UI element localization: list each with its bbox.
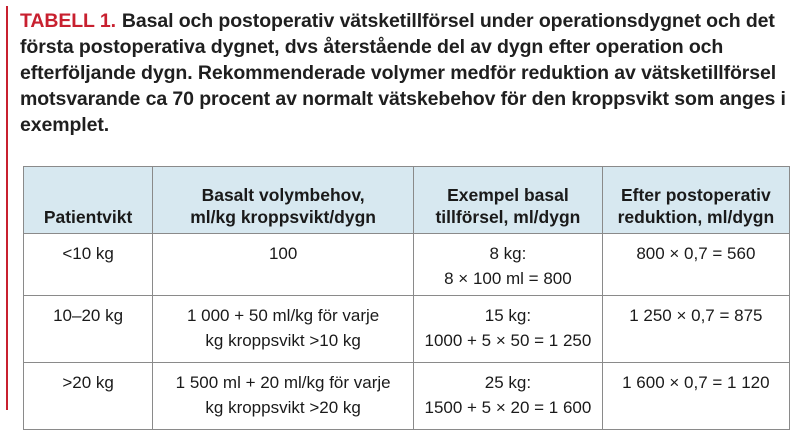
header-patient-weight: Patientvikt [24, 167, 153, 234]
table-row [24, 296, 790, 363]
cell-basal-volume: 100 [153, 234, 414, 296]
caption-label: TABELL 1. [20, 10, 116, 32]
cell-example-basal: 15 kg: 1000 + 5 × 50 = 1 250 [414, 296, 603, 363]
header-basal-volume: Basalt volymbehov, ml/kg kroppsvikt/dygn [153, 167, 414, 234]
fluid-table [23, 166, 790, 430]
cell-postop-reduction: 1 600 × 0,7 = 1 120 [602, 363, 789, 430]
caption-text: Basal och postoperativ vätsketillförsel under operationsdygnet och det första postoperativa dygnet, dvs återstående del av dygn efter operation och efterföljande dygn. Rekommenderade volymer medför reduktion av vätsketillförsel motsvarande ca 70 procent av normalt vätskebehov för den kroppsvikt som anges i exemplet. [20, 10, 786, 136]
cell-basal-volume: 1 500 ml + 20 ml/kg för varje kg kroppsvikt >20 kg [153, 363, 414, 430]
table-row [24, 234, 790, 296]
cell-postop-reduction: 1 250 × 0,7 = 875 [602, 296, 789, 363]
cell-postop-reduction: 800 × 0,7 = 560 [602, 234, 789, 296]
table-header-row [24, 167, 790, 234]
cell-patient-weight: 10–20 kg [24, 296, 153, 363]
header-example-basal: Exempel basal tillförsel, ml/dygn [414, 167, 603, 234]
cell-patient-weight: >20 kg [24, 363, 153, 430]
cell-example-basal: 8 kg: 8 × 100 ml = 800 [414, 234, 603, 296]
table-caption [20, 8, 795, 138]
cell-basal-volume: 1 000 + 50 ml/kg för varje kg kroppsvikt >10 kg [153, 296, 414, 363]
header-postop-reduction: Efter postoperativ reduktion, ml/dygn [602, 167, 789, 234]
left-accent-rule [6, 6, 8, 410]
cell-example-basal: 25 kg: 1500 + 5 × 20 = 1 600 [414, 363, 603, 430]
cell-patient-weight: <10 kg [24, 234, 153, 296]
table-row [24, 363, 790, 430]
